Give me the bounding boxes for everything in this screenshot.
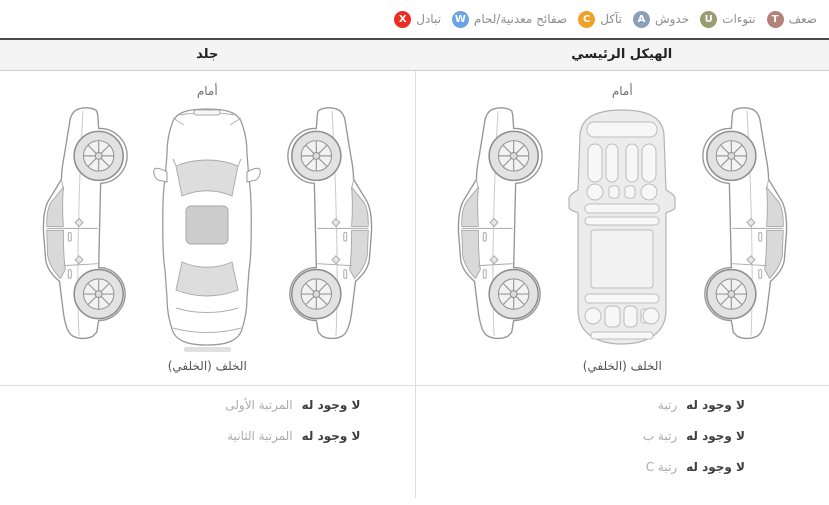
panel-leather xyxy=(0,71,415,385)
car-side-icon xyxy=(700,101,795,346)
badge-U-icon: U xyxy=(700,11,717,28)
main-structure-diagram xyxy=(416,101,829,353)
legend-item-corrosion xyxy=(578,11,622,28)
car-side-view-right xyxy=(450,101,545,346)
inspection-board xyxy=(0,38,829,498)
condition-label: المرتبة الثانية xyxy=(227,429,293,443)
condition-value: لا وجود له xyxy=(686,398,745,412)
badge-W-icon: W xyxy=(452,11,469,28)
rear-label: الخلف (الخلفي) xyxy=(167,359,247,373)
car-underbody-icon xyxy=(555,101,690,353)
panel-title-leather: جلد xyxy=(196,47,219,62)
list-item xyxy=(426,429,746,443)
list-item xyxy=(10,398,361,412)
badge-T-icon: T xyxy=(767,11,784,28)
front-label: أمام xyxy=(196,84,218,98)
condition-lists xyxy=(0,385,829,498)
legend-item-bumps xyxy=(700,11,755,28)
list-item xyxy=(426,460,746,474)
badge-X-icon: X xyxy=(394,11,411,28)
leather-diagram xyxy=(0,101,415,353)
condition-label: رتبة ب xyxy=(642,429,678,443)
damage-legend xyxy=(0,0,829,38)
car-side-icon xyxy=(285,101,380,346)
car-top-view-icon xyxy=(140,101,275,353)
condition-label: المرتبة الأولى xyxy=(225,398,293,412)
main-structure-conditions xyxy=(415,386,829,498)
legend-item-weakness xyxy=(767,11,817,28)
panel-main-structure xyxy=(415,71,829,385)
car-side-view-left xyxy=(700,101,795,346)
legend-item-exchanged xyxy=(394,11,441,28)
legend-label: تآكل xyxy=(600,12,622,26)
legend-label: صفائح معدنية/لحام xyxy=(473,12,568,26)
leather-conditions xyxy=(0,386,415,498)
front-label: أمام xyxy=(611,84,633,98)
legend-label: خدوش xyxy=(654,12,690,26)
car-side-icon xyxy=(450,101,545,346)
legend-item-scratches xyxy=(633,11,689,28)
legend-label: نتوءات xyxy=(722,12,756,26)
condition-label: رتبة C xyxy=(645,460,678,474)
legend-item-sheet-metal-welding xyxy=(452,11,567,28)
condition-value: لا وجود له xyxy=(686,429,745,443)
condition-label: رتبة xyxy=(657,398,678,412)
car-side-view-left xyxy=(285,101,380,346)
list-item xyxy=(426,398,746,412)
condition-value: لا وجود له xyxy=(301,398,361,412)
diagram-row xyxy=(0,71,829,385)
panel-title-main-structure: الهيكل الرئيسي xyxy=(571,47,673,62)
condition-value: لا وجود له xyxy=(301,429,361,443)
legend-label: ضعف xyxy=(788,12,817,26)
list-item xyxy=(10,429,361,443)
car-side-icon xyxy=(35,101,130,346)
legend-label: تبادل xyxy=(416,12,441,26)
badge-A-icon: A xyxy=(633,11,650,28)
rear-label: الخلف (الخلفي) xyxy=(582,359,662,373)
badge-C-icon: C xyxy=(578,11,595,28)
condition-value: لا وجود له xyxy=(686,460,745,474)
panel-headers xyxy=(0,40,829,71)
car-side-view-right xyxy=(35,101,130,346)
